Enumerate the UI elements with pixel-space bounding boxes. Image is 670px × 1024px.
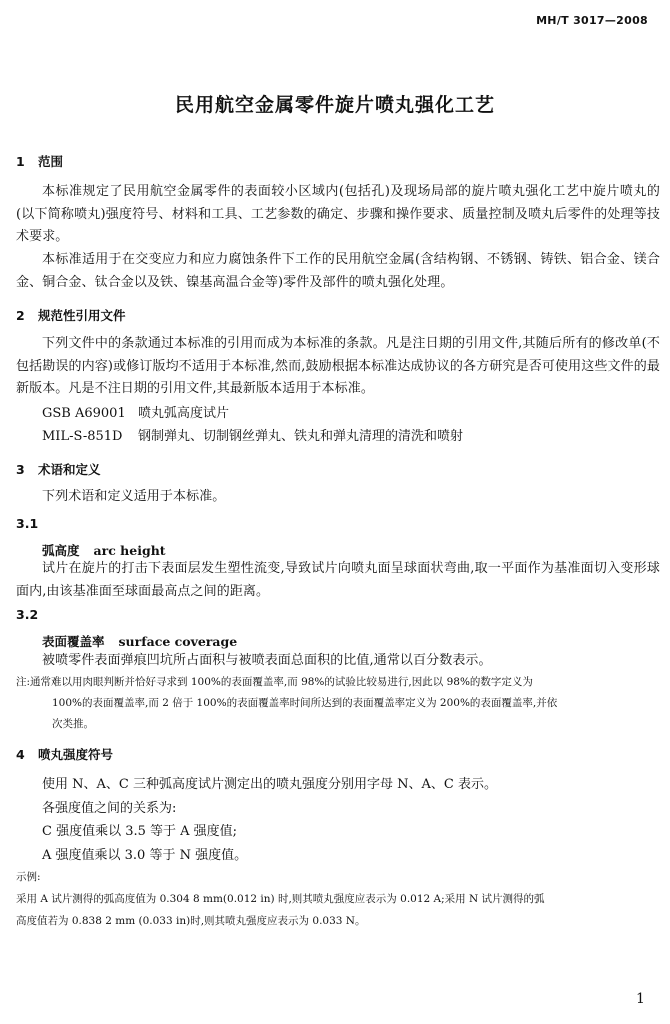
reference-item <box>42 402 670 425</box>
note-line: 100%的表面覆盖率,而 2 倍于 100%的表面覆盖率时间所达到的表面覆盖率定义为 200%的表面覆盖率,并依 <box>52 697 558 709</box>
term-english: surface coverage <box>118 634 238 649</box>
section-3-heading <box>16 460 660 478</box>
section-4-body <box>16 773 670 867</box>
term-3-2-definition: 被喷零件表面弹痕凹坑所占面积与被喷表面总面积的比值,通常以百分数表示。 <box>42 653 492 668</box>
section-title: 术语和定义 <box>38 462 101 477</box>
section-number: 4 <box>16 747 25 762</box>
reference-title: 喷丸弧高度试片 <box>138 406 230 421</box>
body-line: 各强度值之间的关系为: <box>42 800 177 816</box>
term-3-1-heading <box>16 541 670 559</box>
example-line: 采用 A 试片测得的弧高度值为 0.304 8 mm(0.012 in) 时,则其喷丸强度应表示为 0.012 A;采用 N 试片测得的弧 <box>16 893 545 905</box>
term-english: arc height <box>93 543 166 558</box>
page-number: 1 <box>636 991 645 1007</box>
term-3-1-number: 3.1 <box>16 516 39 531</box>
section-number: 3 <box>16 462 25 477</box>
reference-title: 钢制弹丸、切制钢丝弹丸、铁丸和弹丸清理的清洗和喷射 <box>138 429 464 444</box>
body-line: C 强度值乘以 3.5 等于 A 强度值; <box>42 824 238 839</box>
section-number: 2 <box>16 308 25 323</box>
note-line: 次类推。 <box>52 718 94 730</box>
section-1-heading <box>16 152 660 170</box>
term-chinese: 表面覆盖率 <box>42 634 105 649</box>
standard-number: MH/T 3017—2008 <box>536 14 648 27</box>
term-3-1-definition: 试片在旋片的打击下表面层发生塑性流变,导致试片向喷丸面呈球面状弯曲,取一平面作为基准面切入变形球面内,由该基准面至球面最高点之间的距离。 <box>16 561 660 599</box>
section-2-heading <box>16 306 660 324</box>
section-number: 1 <box>16 154 25 169</box>
section-3-paragraph-1: 下列术语和定义适用于本标准。 <box>42 489 226 504</box>
reference-code: MIL-S-851D <box>42 429 123 444</box>
section-1-paragraph-2: 本标准适用于在交变应力和应力腐蚀条件下工作的民用航空金属(含结构钢、不锈钢、铸铁、铝合金、镁合金、铜合金、钛合金以及铁、镍基高温合金等)零件及部件的喷丸强化处理。 <box>16 252 660 290</box>
reference-item <box>42 425 670 448</box>
section-title: 规范性引用文件 <box>38 308 126 323</box>
document-title: 民用航空金属零件旋片喷丸强化工艺 <box>174 94 495 116</box>
section-4-heading <box>16 745 660 763</box>
example-label: 示例: <box>16 871 41 883</box>
reference-list <box>16 402 670 448</box>
section-2-paragraph-1: 下列文件中的条款通过本标准的引用而成为本标准的条款。凡是注日期的引用文件,其随后所有的修改单(不包括勘误的内容)或修订版均不适用于本标准,然而,鼓励根据本标准达成协议的各方研究是否可使用这些文件的最新版本。凡是不注日期的引用文件,其最新版本适用于本标准。 <box>16 336 660 396</box>
body-line: 使用 N、A、C 三种弧高度试片测定出的喷丸强度分别用字母 N、A、C 表示。 <box>42 777 497 792</box>
section-title: 范围 <box>38 154 64 169</box>
example-block <box>16 866 660 932</box>
reference-code: GSB A69001 <box>42 406 126 421</box>
term-3-2-note <box>16 672 660 735</box>
note-line: 注:通常难以用肉眼判断并恰好寻求到 100%的表面覆盖率,而 98%的试验比较易进行,因此以 98%的数字定义为 <box>16 676 533 688</box>
example-line: 高度值若为 0.838 2 mm (0.033 in)时,则其喷丸强度应表示为 0.033 N。 <box>16 915 366 927</box>
term-chinese: 弧高度 <box>42 543 80 558</box>
section-1-paragraph-1: 本标准规定了民用航空金属零件的表面较小区域内(包括孔)及现场局部的旋片喷丸强化工艺中旋片喷丸的(以下简称喷丸)强度符号、材料和工具、工艺参数的确定、步骤和操作要求、质量控制及喷丸后零件的处理等技术要求。 <box>16 184 660 244</box>
section-title: 喷丸强度符号 <box>38 747 114 762</box>
term-3-2-heading <box>16 632 670 650</box>
term-3-2-number: 3.2 <box>16 607 39 622</box>
body-line: A 强度值乘以 3.0 等于 N 强度值。 <box>42 847 248 863</box>
